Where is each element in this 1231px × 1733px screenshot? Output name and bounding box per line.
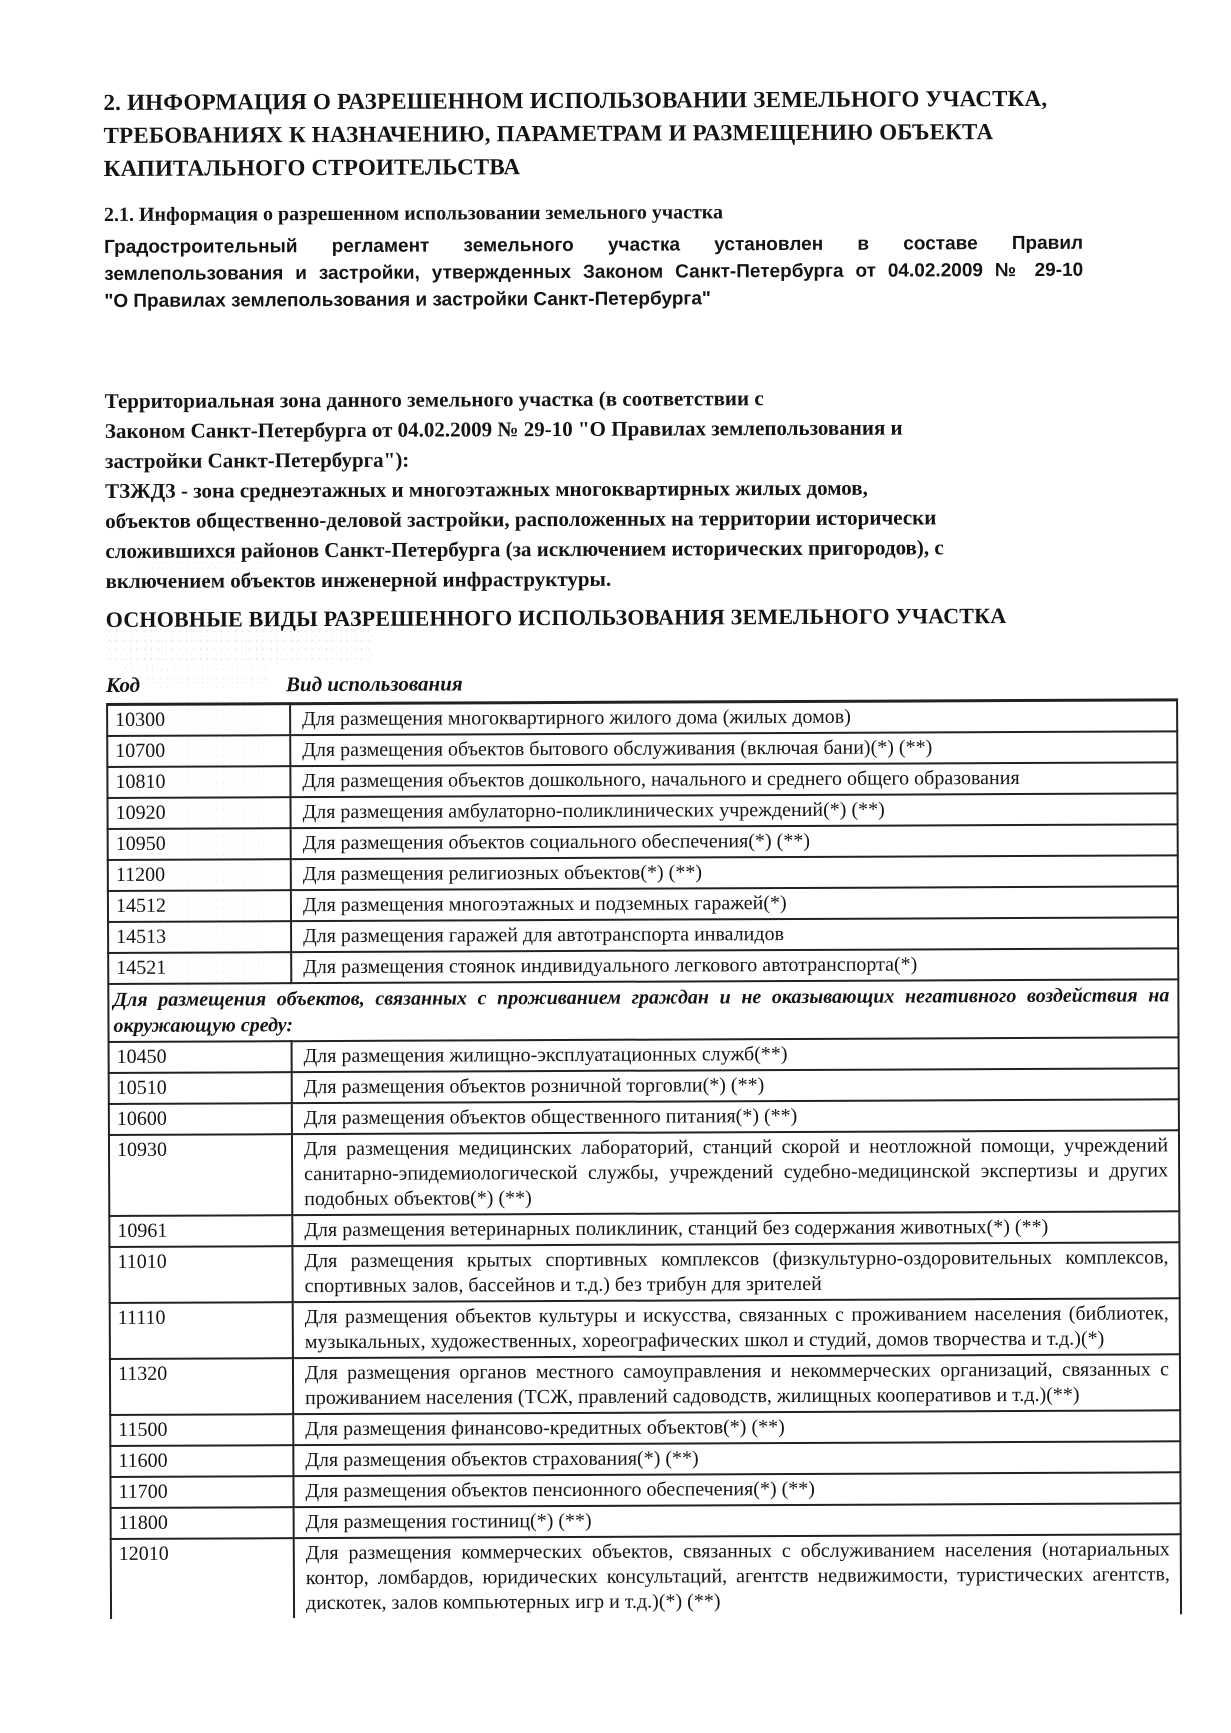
use-cell: Для размещения финансово-кредитных объектов(*) (**)	[293, 1410, 1180, 1445]
use-cell: Для размещения многоквартирного жилого дома (жилых домов)	[290, 700, 1177, 735]
code-cell: 10450	[109, 1041, 292, 1073]
uses-table	[106, 698, 1182, 1619]
table-row	[111, 1534, 1181, 1619]
use-cell: Для размещения объектов социального обеспечения(*) (**)	[291, 824, 1178, 859]
table-row	[109, 1037, 1179, 1073]
code-cell: 10961	[109, 1215, 292, 1247]
use-cell: Для размещения амбулаторно-поликлинических учреждений(*) (**)	[290, 793, 1177, 828]
main-uses-title: ОСНОВНЫЕ ВИДЫ РАЗРЕШЕННОГО ИСПОЛЬЗОВАНИЯ ЗЕМЕЛЬНОГО УЧАСТКА	[105, 603, 1007, 632]
use-cell: Для размещения медицинских лабораторий, станций скорой и неотложной помощи, учреждений санитарно-эпидемиологической службы, учреждений судебно-медицинской экспертизы и других подобных объектов(*) (**)	[292, 1130, 1179, 1215]
table-row	[107, 762, 1177, 798]
code-cell: 11010	[109, 1246, 292, 1303]
table-row	[110, 1298, 1180, 1359]
table-row	[108, 824, 1178, 860]
section-cell: Для размещения объектов, связанных с проживанием граждан и не оказывающих негативного воздействия на окружающую среду:	[108, 979, 1178, 1042]
table-row	[107, 731, 1177, 767]
use-cell: Для размещения гаражей для автотранспорта инвалидов	[291, 917, 1178, 952]
code-cell: 10300	[107, 704, 290, 736]
table-row	[110, 1441, 1180, 1477]
code-cell: 10810	[107, 766, 290, 798]
use-cell: Для размещения объектов общественного питания(*) (**)	[292, 1099, 1179, 1134]
table-row	[108, 855, 1178, 891]
document-content	[103, 0, 1182, 1619]
use-cell: Для размещения религиозных объектов(*) (**)	[291, 855, 1178, 890]
use-cell: Для размещения объектов дошкольного, начального и среднего общего образования	[290, 762, 1177, 797]
column-header-code: Код	[105, 672, 141, 697]
use-cell: Для размещения жилищно-эксплуатационных служб(**)	[292, 1037, 1179, 1072]
table-row	[108, 886, 1178, 922]
use-cell: Для размещения объектов бытового обслуживания (включая бани)(*) (**)	[290, 731, 1177, 766]
uses-table-header	[106, 667, 1178, 698]
code-cell: 10600	[109, 1103, 292, 1135]
code-cell: 11110	[110, 1302, 293, 1359]
code-cell: 10700	[107, 735, 290, 767]
code-cell: 12010	[111, 1538, 294, 1619]
subsection-paragraph	[104, 230, 1083, 315]
code-cell: 10950	[108, 828, 291, 860]
table-section-row	[108, 979, 1178, 1042]
use-cell: Для размещения крытых спортивных комплексов (физкультурно-оздоровительных комплексов, спортивных залов, бассейнов и т.д.) без трибун для зрителей	[292, 1242, 1179, 1302]
use-cell: Для размещения ветеринарных поликлиник, станций без содержания животных(*) (**)	[292, 1211, 1179, 1246]
territorial-zone-text: Территориальная зона данного земельного участка (в соответствии с Законом Санкт-Петербурга от 04.02.2009 № 29-10 "О Правилах землепользования и застройки Санкт-Петербурга"): ТЗЖД3 - зона среднеэтажных и многоэтажных многоквартирных жилых домов, объектов общественно-деловой застройки, расположенных на территории исторически сложившихся районов Санкт-Петербурга (за исключением исторических пригородов), с включением объектов инженерной инфраструктуры.	[104, 386, 944, 593]
code-cell: 10920	[107, 797, 290, 829]
paragraph-line: "О Правилах землепользования и застройки Санкт-Петербурга"	[104, 288, 711, 312]
paragraph-line: землепользования и застройки, утвержденных Законом Санкт-Петербурга от 04.02.2009 № 29-10	[104, 259, 1084, 285]
code-cell: 10510	[109, 1072, 292, 1104]
code-cell: 11200	[108, 859, 291, 891]
table-row	[108, 948, 1178, 984]
use-cell: Для размещения стоянок индивидуального легкового автотранспорта(*)	[291, 948, 1178, 983]
table-row	[109, 1242, 1179, 1303]
paragraph-line: Градостроительный регламент земельного участка установлен в составе Правил	[104, 232, 1084, 258]
subsection-title: 2.1. Информация о разрешенном использовании земельного участка	[103, 201, 724, 226]
section-heading: 2. ИНФОРМАЦИЯ О РАЗРЕШЕННОМ ИСПОЛЬЗОВАНИИ ЗЕМЕЛЬНОГО УЧАСТКА, ТРЕБОВАНИЯХ К НАЗНАЧЕНИЮ, ПАРАМЕТРАМ И РАЗМЕЩЕНИЮ ОБЪЕКТА КАПИТАЛЬНОГО СТРОИТЕЛЬСТВА	[103, 85, 1048, 181]
table-row	[107, 700, 1177, 736]
table-row	[110, 1354, 1180, 1415]
table-row	[110, 1410, 1180, 1446]
table-row	[109, 1130, 1179, 1216]
table-row	[108, 917, 1178, 953]
code-cell: 11500	[110, 1414, 293, 1446]
use-cell: Для размещения гостиниц(*) (**)	[294, 1503, 1181, 1538]
code-cell: 11700	[110, 1476, 293, 1508]
use-cell: Для размещения объектов страхования(*) (**)	[293, 1441, 1180, 1476]
use-cell: Для размещения органов местного самоуправления и некоммерческих организаций, связанных с проживанием населения (ТСЖ, правлений садоводств, жилищных кооперативов и т.д.)(**)	[293, 1354, 1180, 1414]
code-cell: 14521	[108, 952, 291, 984]
use-cell: Для размещения объектов розничной торговли(*) (**)	[292, 1068, 1179, 1103]
table-row	[110, 1472, 1180, 1508]
use-cell: Для размещения коммерческих объектов, связанных с обслуживанием населения (нотариальных контор, ломбардов, юридических консультаций, агентств недвижимости, туристических агентств, дискотек, залов компьютерных игр и т.д.)(*) (**)	[294, 1534, 1181, 1618]
code-cell: 10930	[109, 1134, 292, 1216]
use-cell: Для размещения многоэтажных и подземных гаражей(*)	[291, 886, 1178, 921]
code-cell: 11320	[110, 1358, 293, 1415]
use-cell: Для размещения объектов пенсионного обеспечения(*) (**)	[293, 1472, 1180, 1507]
table-row	[107, 793, 1177, 829]
code-cell: 14512	[108, 890, 291, 922]
table-row	[109, 1099, 1179, 1135]
table-row	[109, 1211, 1179, 1247]
column-header-use: Вид использования	[285, 671, 463, 697]
table-row	[109, 1068, 1179, 1104]
use-cell: Для размещения объектов культуры и искусства, связанных с проживанием населения (библиотек, музыкальных, художественных, хореографических школ и студий, домов творчества и т.д.)(*)	[293, 1298, 1180, 1358]
code-cell: 14513	[108, 921, 291, 953]
table-row	[111, 1503, 1181, 1539]
code-cell: 11800	[111, 1507, 294, 1539]
code-cell: 11600	[110, 1445, 293, 1477]
